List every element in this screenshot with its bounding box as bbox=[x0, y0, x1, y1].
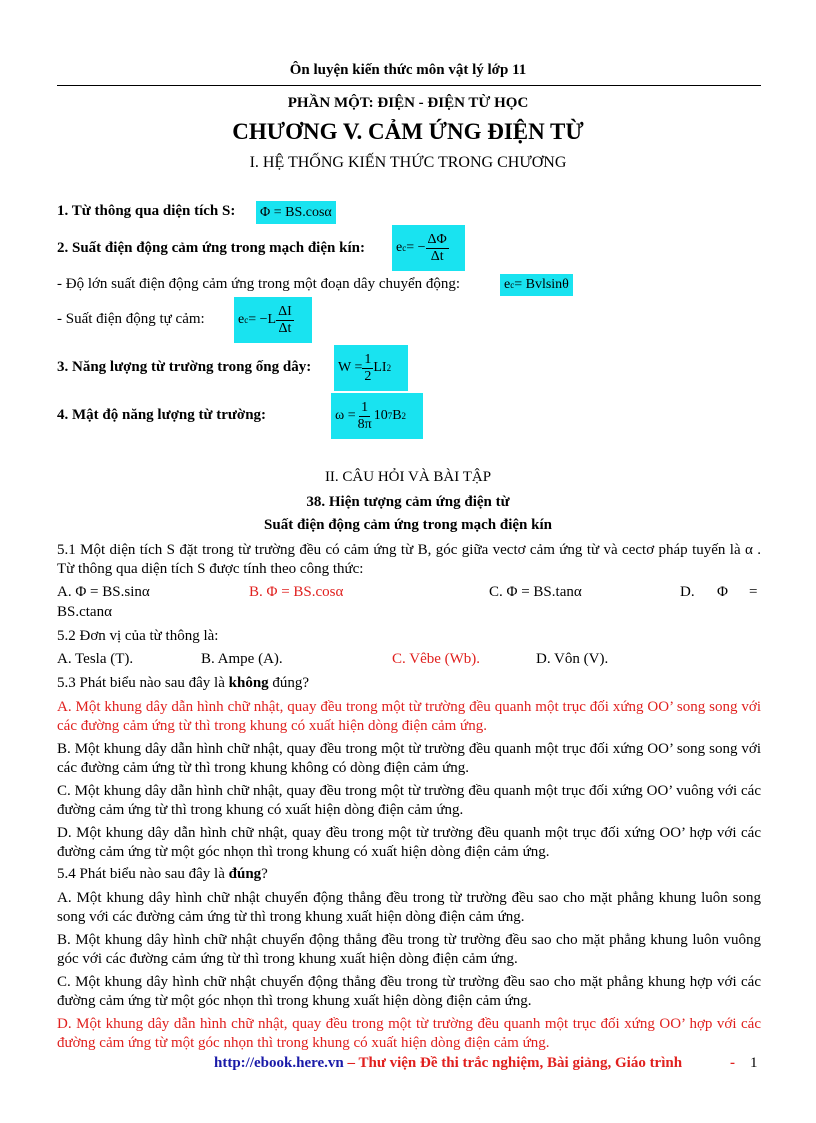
formula-2-label: 2. Suất điện động cảm ứng trong mạch điện kín: bbox=[57, 240, 365, 256]
formula-5-label: 3. Năng lượng từ trường trong ống dây: bbox=[57, 359, 312, 375]
formula-4-num: ΔI bbox=[278, 303, 292, 319]
formula-6-rhs1: 10 bbox=[373, 408, 388, 423]
formula-4-den: Δt bbox=[278, 320, 292, 336]
formula-1-label: 1. Từ thông qua diện tích S: bbox=[57, 203, 236, 219]
question-5-2: 5.2 Đơn vị của từ thông là: bbox=[57, 628, 219, 644]
formula-4-eq: = −L bbox=[248, 312, 277, 327]
formula-6-rhs2: B bbox=[392, 408, 402, 423]
formula-2-eq: = − bbox=[406, 240, 426, 255]
question-5-1-option-d-label: D. bbox=[680, 584, 695, 600]
formula-3-box bbox=[500, 274, 573, 296]
formula-5-sup: 2 bbox=[386, 363, 392, 373]
formula-6-den: 8π bbox=[357, 416, 372, 432]
formula-1-box bbox=[256, 201, 336, 224]
formula-2-num: ΔΦ bbox=[427, 231, 447, 247]
formula-2-sub: c bbox=[402, 243, 407, 253]
formula-4-label: - Suất điện động tự cảm: bbox=[57, 311, 205, 327]
lesson-title: 38. Hiện tượng cảm ứng điện từ bbox=[306, 494, 510, 510]
formula-5-lhs: W = bbox=[338, 360, 363, 375]
formula-3-label: - Độ lớn suất điện động cảm ứng trong một đoạn dây chuyển động: bbox=[57, 276, 461, 292]
footer-dash: – bbox=[343, 1055, 359, 1071]
formula-5-num: 1 bbox=[364, 351, 372, 367]
formula-6-lhs: ω = bbox=[335, 408, 356, 423]
lesson-subtitle: Suất điện động cảm ứng trong mạch điện kín bbox=[264, 517, 552, 533]
formula-6-sup1: 7 bbox=[387, 411, 393, 421]
question-5-4-post: ? bbox=[261, 866, 268, 882]
formula-1-eq: Φ = BS.cosα bbox=[260, 204, 332, 220]
question-5-4-option-b: B. Một khung dây hình chữ nhật chuyển động thẳng đều trong từ trường đều sao cho mặt phẳng khung luôn vuông góc với các đường cảm ứng từ thì trong khung xuất hiện dòng điện cảm ứng. bbox=[57, 932, 761, 967]
question-5-3-post: đúng? bbox=[268, 675, 310, 691]
formula-3-sub: c bbox=[510, 280, 515, 290]
formula-6-fraction bbox=[356, 400, 374, 433]
question-5-1-option-d-equals: = bbox=[749, 584, 758, 600]
footer-text: Thư viện Đề thi trắc nghiệm, Bài giảng, Giáo trình bbox=[358, 1055, 683, 1071]
question-5-3-option-c: C. Một khung dây dẫn hình chữ nhật, quay đều trong một từ trường đều quanh một trục đối xứng OO’ vuông với các đường cảm ứng từ thì trong khung có xuất hiện dòng điện cảm ứng. bbox=[57, 783, 761, 818]
question-5-2-option-a: A. Tesla (T). bbox=[57, 651, 134, 667]
question-5-1-option-a: A. Φ = BS.sinα bbox=[57, 584, 150, 600]
chapter-title: CHƯƠNG V. CẢM ỨNG ĐIỆN TỪ bbox=[232, 119, 584, 144]
formula-5-rhs: LI bbox=[373, 360, 387, 375]
question-5-3-option-d: D. Một khung dây dẫn hình chữ nhật, quay đều trong một từ trường đều quanh một trục đối xứng OO’ hợp với các đường cảm ứng từ một góc nhọn thì trong khung có xuất hiện dòng điện cảm ứng. bbox=[57, 825, 761, 860]
formula-2-box bbox=[392, 225, 465, 271]
footer-separator: - bbox=[730, 1055, 735, 1071]
formula-5-fraction bbox=[362, 352, 373, 385]
question-5-4-option-c: C. Một khung dây hình chữ nhật chuyển động thẳng đều trong từ trường đều sao cho mặt phẳng khung hợp với các đường cảm ứng từ một góc nhọn thì trong khung xuất hiện dòng điện cảm ứng. bbox=[57, 974, 761, 1009]
question-5-1-option-c: C. Φ = BS.tanα bbox=[489, 584, 582, 600]
question-5-1-option-d-cont: BS.ctanα bbox=[57, 604, 112, 620]
question-5-3-option-b: B. Một khung dây dẫn hình chữ nhật, quay đều trong một từ trường đều quanh một trục đối xứng OO’ song song với các đường cảm ứng từ thì trong khung không có dòng điện cảm ứng. bbox=[57, 741, 761, 776]
section-2-title: II. CÂU HỎI VÀ BÀI TẬP bbox=[324, 469, 492, 485]
formula-3-eq: = Bvlsinθ bbox=[514, 277, 569, 292]
question-5-4-option-d: D. Một khung dây dẫn hình chữ nhật, quay đều trong một từ trường đều quanh một trục đối xứng OO’ hợp với các đường cảm ứng từ một góc nhọn thì trong khung có xuất hiện dòng điện cảm ứng. bbox=[57, 1016, 761, 1051]
formula-4-sub: c bbox=[244, 315, 249, 325]
formula-6-box bbox=[331, 393, 423, 439]
question-5-3-pre: 5.3 Phát biểu nào sau đây là bbox=[57, 675, 229, 691]
formula-4-fraction bbox=[276, 304, 294, 337]
formula-3-lhs: e bbox=[504, 277, 511, 292]
question-5-4 bbox=[57, 866, 268, 883]
formula-2-fraction bbox=[426, 232, 449, 265]
question-5-2-option-c: C. Vêbe (Wb). bbox=[392, 651, 481, 667]
running-header: Ôn luyện kiến thức môn vật lý lớp 11 bbox=[289, 62, 527, 78]
formula-4-lhs: e bbox=[238, 312, 245, 327]
footer-link[interactable]: http://ebook.here.vn bbox=[214, 1055, 344, 1071]
formula-5-den: 2 bbox=[364, 368, 372, 384]
formula-4-box bbox=[234, 297, 312, 343]
formula-6-num: 1 bbox=[361, 399, 369, 415]
header-rule bbox=[57, 85, 761, 86]
question-5-4-pre: 5.4 Phát biểu nào sau đây là bbox=[57, 866, 229, 882]
question-5-4-emphasis: đúng bbox=[228, 866, 262, 882]
part-title: PHẦN MỘT: ĐIỆN - ĐIỆN TỪ HỌC bbox=[287, 95, 529, 111]
question-5-3-emphasis: không bbox=[228, 675, 269, 691]
page-number: 1 bbox=[750, 1055, 758, 1071]
question-5-1: 5.1 Một diện tích S đặt trong từ trường đều có cảm ứng từ B, góc giữa vectơ cảm ứng từ và cectơ pháp tuyến là α . Từ thông qua diện tích S được tính theo công thức: bbox=[57, 542, 761, 577]
footer bbox=[214, 1055, 682, 1072]
question-5-2-option-d: D. Vôn (V). bbox=[536, 651, 609, 667]
question-5-3-option-a: A. Một khung dây dẫn hình chữ nhật, quay đều trong một từ trường đều quanh một trục đối xứng OO’ song song với các đường cảm ứng từ thì trong khung có xuất hiện dòng điện cảm ứng. bbox=[57, 699, 761, 734]
question-5-1-option-d-symbol: Φ bbox=[717, 584, 728, 600]
question-5-1-option-b: B. Φ = BS.cosα bbox=[249, 584, 344, 600]
question-5-4-option-a: A. Một khung dây hình chữ nhật chuyển động thẳng đều trong từ trường đều sao cho mặt phẳng khung luôn song song với các đường cảm ứng từ thì trong khung xuất hiện dòng điện cảm ứng. bbox=[57, 890, 761, 925]
question-5-3 bbox=[57, 675, 309, 692]
formula-2-den: Δt bbox=[430, 248, 444, 264]
formula-5-box bbox=[334, 345, 408, 391]
formula-6-label: 4. Mật độ năng lượng từ trường: bbox=[57, 407, 267, 423]
question-5-2-option-b: B. Ampe (A). bbox=[201, 651, 283, 667]
formula-2-lhs: e bbox=[396, 240, 403, 255]
section-title: I. HỆ THỐNG KIẾN THỨC TRONG CHƯƠNG bbox=[249, 154, 567, 171]
formula-6-sup2: 2 bbox=[401, 411, 407, 421]
